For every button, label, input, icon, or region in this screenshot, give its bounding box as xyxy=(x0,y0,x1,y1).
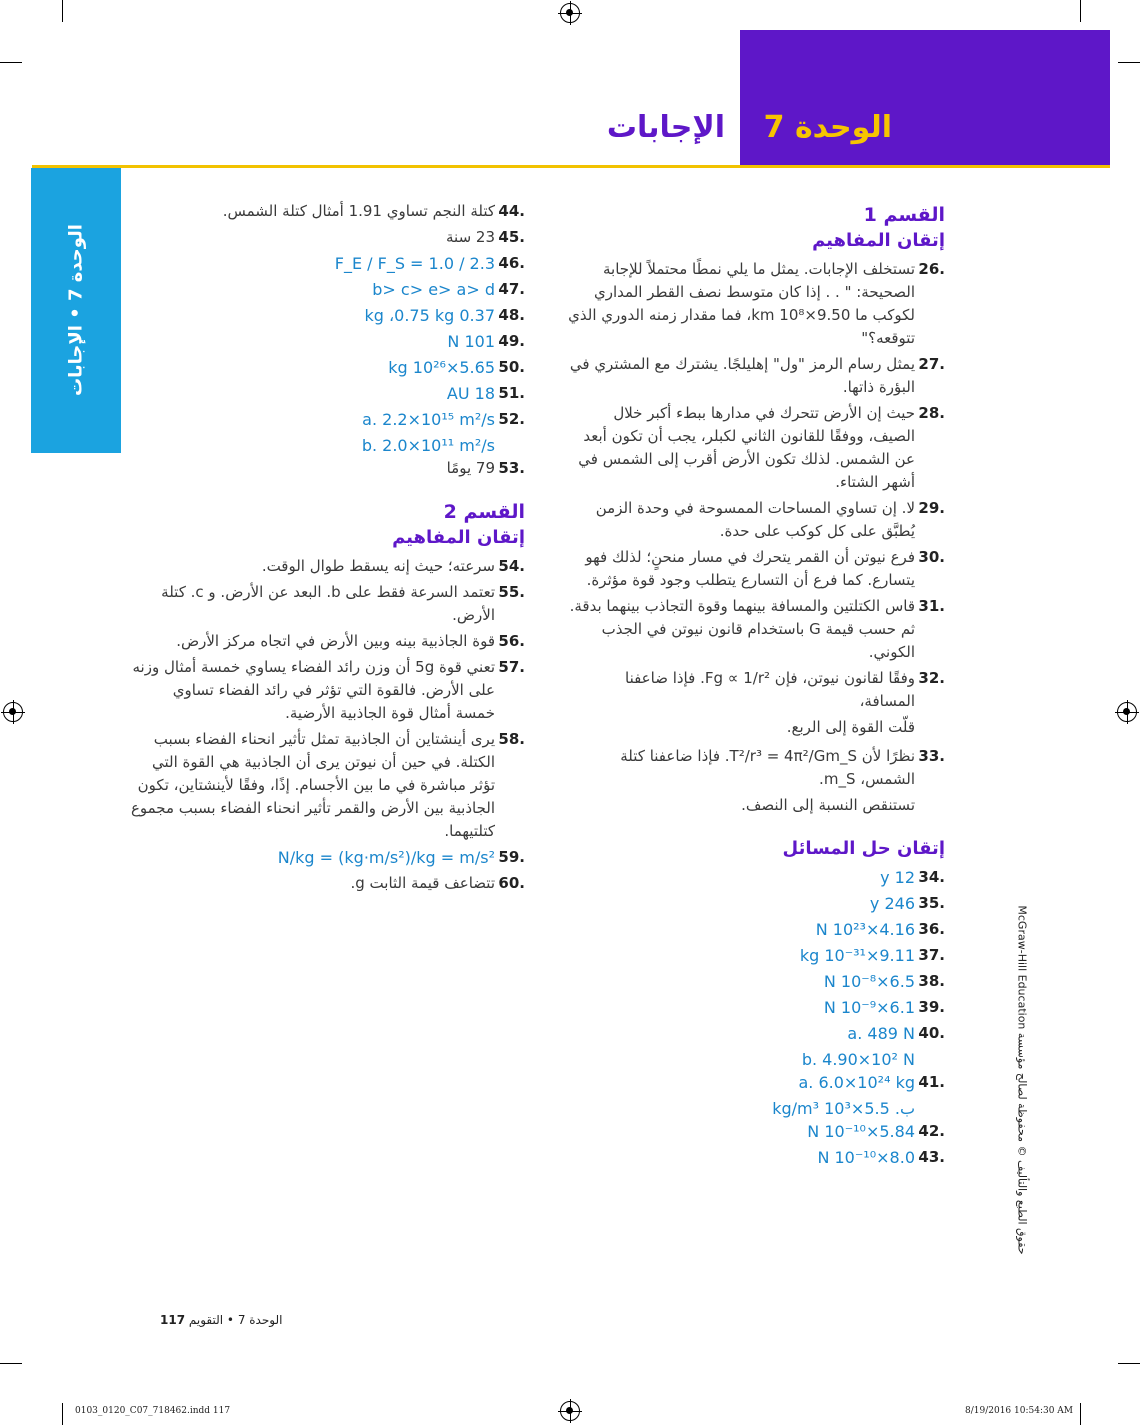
list-item: .30 فرع نيوتن أن القمر يتحرك في مسار منحنٍ؛ لذلك فهو يتسارع. كما فرع أن التسارع يتطلب وجود قوة مؤثرة. xyxy=(585,548,945,589)
list-item: .43 8.0×10⁻¹⁰ N xyxy=(817,1148,945,1167)
list-item: .40 a. 489 N xyxy=(847,1024,945,1043)
subheading: إتقان المفاهيم xyxy=(812,230,945,251)
header-band xyxy=(740,30,1110,166)
list-item: .32 وفقًا لقانون نيوتن، فإن Fg ∝ 1/r². فإذا ضاعفنا المسافة، xyxy=(625,669,945,710)
side-tab-label: الوحدة 7 • الإجابات xyxy=(65,224,87,396)
crop-mark xyxy=(0,1363,22,1364)
list-item: .29 لا. إن تساوي المساحات الممسوحة في وحدة الزمن يُطبَّق على كل كوكب على حدة. xyxy=(595,499,945,540)
left-column xyxy=(130,200,525,898)
section-title: الإجابات xyxy=(606,110,725,145)
sub-answer: ب. 5.5×10³ kg/m³ xyxy=(772,1099,915,1118)
crop-mark xyxy=(0,62,22,63)
copyright-notice: حقوق الطبع والتأليف © محفوظة لصالح مؤسسة McGraw-Hill Education xyxy=(1015,905,1029,1255)
subheading: إتقان المفاهيم xyxy=(392,527,525,548)
list-item: .37 9.11×10⁻³¹ kg xyxy=(799,946,945,965)
list-item: .38 6.5×10⁻⁸ N xyxy=(823,972,945,991)
list-item: .59 N/kg = (kg·m/s²)/kg = m/s² xyxy=(277,848,525,867)
list-item: .39 6.1×10⁻⁹ N xyxy=(823,998,945,1017)
list-item: .51 18 AU xyxy=(446,384,525,403)
note-text: تستنقص النسبة إلى النصف. xyxy=(741,796,915,814)
list-item: .27 يمثل رسام الرمز "ول" إهليلجًا. يشترك مع المشتري في البؤرة ذاتها. xyxy=(569,355,945,396)
list-item: .47 b> c> e> a> d xyxy=(372,280,525,299)
list-item: .26 تستخلف الإجابات. يمثل ما يلي نمطًا محتملاً للإجابة الصحيحة: " . . إذا كان متوسط نصف القطر المداري لكوكب ما 9.50×10⁸ km، فما مقدار زمنه الدوري الذي تتوقعه؟" xyxy=(568,260,945,347)
page-number: 117 xyxy=(160,1313,186,1327)
header-rule xyxy=(32,165,1110,168)
unit-title: الوحدة 7 xyxy=(763,110,892,145)
list-item: .31 قاس الكتلتين والمسافة بينهما وقوة التجاذب بينهما بدقة. ثم حسب قيمة G باستخدام قانون نيوتن في الجذب الكوني. xyxy=(569,597,945,661)
crop-mark xyxy=(1080,0,1081,22)
folio xyxy=(150,1313,282,1327)
list-item: .35 246 y xyxy=(869,894,945,913)
list-item: .36 4.16×10²³ N xyxy=(815,920,945,939)
list-item: .41 a. 6.0×10²⁴ kg xyxy=(798,1073,945,1092)
list-item: .33 نظرًا لأن T²/r³ = 4π²/Gm_S. فإذا ضاعفنا كتلة الشمس، m_S. xyxy=(620,747,945,788)
list-item: .57 تعني قوة 5g أن وزن رائد الفضاء يساوي خمسة أمثال وزنه على الأرض. فالقوة التي تؤثر في رائد الفضاء تساوي خمسة أمثال قوة الجاذبية الأرضية. xyxy=(132,658,525,722)
registration-mark-icon xyxy=(560,1401,580,1421)
chapter-heading: القسم 2 xyxy=(443,501,525,523)
chapter-heading: القسم 1 xyxy=(863,204,945,226)
list-item: .52 a. 2.2×10¹⁵ m²/s xyxy=(362,410,525,429)
list-item: .58 يرى أينشتاين أن الجاذبية تمثل تأثير انحناء الفضاء بسبب الكتلة. في حين أن نيوتن يرى أن الجاذبية هي القوة التي تؤثر مباشرة في ما بين الأجسام. إذًا، وفقًا لأينشتاين، تكون الجاذبية بين الأرض والقمر تأثير انحناء الفضاء بسبب مجموع كتلتيهما. xyxy=(130,730,525,840)
crop-mark xyxy=(62,1403,63,1425)
list-item: .49 101 N xyxy=(447,332,525,351)
list-item: .46 F_E / F_S = 1.0 / 2.3 xyxy=(334,254,525,273)
list-item: .55 تعتمد السرعة فقط على b. البعد عن الأرض. و c. كتلة الأرض. xyxy=(161,583,525,624)
folio-label: الوحدة 7 • التقويم xyxy=(188,1313,283,1327)
list-item: .54 سرعته؛ حيث إنه يسقط طوال الوقت. xyxy=(261,557,525,575)
list-item: .44 كتلة النجم تساوي 1.91 أمثال كتلة الشمس. xyxy=(222,202,525,220)
registration-mark-icon xyxy=(3,702,23,722)
crop-mark xyxy=(1118,62,1140,63)
note-text: قلّت القوة إلى الربع. xyxy=(786,718,915,736)
sub-answer: b. 2.0×10¹¹ m²/s xyxy=(361,436,495,455)
crop-mark xyxy=(1080,1403,1081,1425)
subheading: إتقان حل المسائل xyxy=(782,838,945,859)
list-item: .45 23 سنة xyxy=(446,228,525,246)
registration-mark-icon xyxy=(1117,702,1137,722)
crop-mark xyxy=(1118,1363,1140,1364)
list-item: .34 12 y xyxy=(880,868,945,887)
list-item: .42 5.84×10⁻¹⁰ N xyxy=(807,1122,945,1141)
list-item: .28 حيث إن الأرض تتحرك في مدارها ببطء أكبر خلال الصيف، ووفقًا للقانون الثاني لكبلر، يجب أن تكون أبعد عن الشمس. لذلك تكون الأرض أقرب إلى الشمس في أشهر الشتاء. xyxy=(578,404,945,491)
list-item: .48 0.37 kg ،0.75 kg xyxy=(364,306,525,325)
list-item: .50 5.65×10²⁶ kg xyxy=(388,358,525,377)
slug-file: 0103_0120_C07_718462.indd 117 xyxy=(75,1406,231,1416)
list-item: .60 تتضاعف قيمة الثابت g. xyxy=(350,874,525,892)
registration-mark-icon xyxy=(560,3,580,23)
slug-date: 8/19/2016 10:54:30 AM xyxy=(965,1406,1074,1416)
right-column xyxy=(565,200,945,1172)
crop-mark xyxy=(62,0,63,22)
list-item: .53 79 يومًا xyxy=(446,459,525,477)
sub-answer: b. 4.90×10² N xyxy=(801,1050,915,1069)
list-item: .56 قوة الجاذبية بينه وبين الأرض في اتجاه مركز الأرض. xyxy=(176,632,525,650)
